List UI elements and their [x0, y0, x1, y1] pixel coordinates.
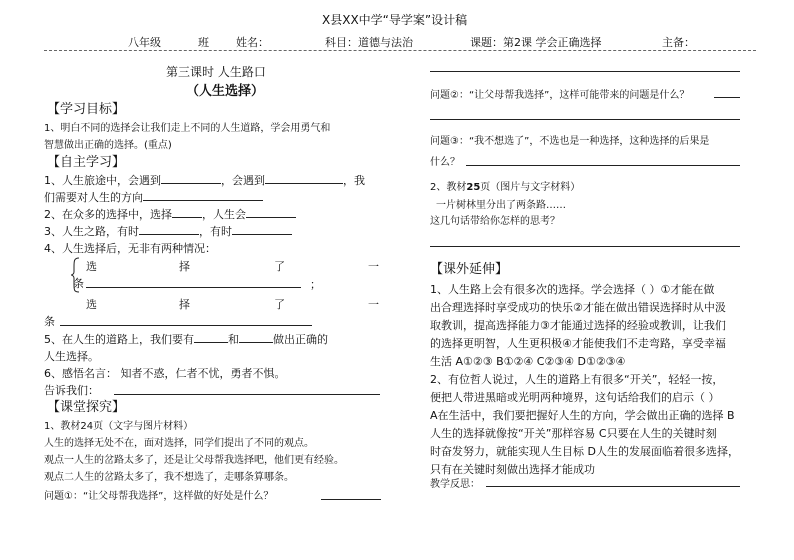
q4-row2-char2: 择 — [179, 298, 190, 311]
ext-q2-line3: A在生活中，我们要把握好人生的方向，学会做出正确的选择 B — [430, 409, 735, 422]
goals-text-1: 1、明白不同的选择会让我们走上不同的人生道路，学会用勇气和 — [44, 123, 331, 134]
self-study-q1-cont: 们需要对人生的方向 — [44, 189, 263, 205]
ext-q1-options: 生活 A①②③ B①②④ C②③④ D①②③④ — [430, 355, 626, 368]
blank-material2[interactable] — [430, 246, 740, 247]
question-1: 问题①：“让父母帮我选择”，这样做的好处是什么？ — [44, 491, 274, 502]
blank-q3-1[interactable] — [139, 223, 199, 235]
self-study-q2: 2、在众多的选择中，选择 ，人生会 — [44, 206, 296, 222]
self-study-q6: 6、感悟名言： 知者不惑，仁者不忧，勇者不惧。 — [44, 367, 286, 380]
blank-question-1[interactable] — [321, 499, 381, 500]
question-3-line2: 什么？ — [430, 157, 460, 168]
grade-label: 八年级 — [128, 36, 161, 49]
self-study-q5: 5、在人生的道路上，我们要有 和 做出正确的 — [44, 333, 328, 346]
lesson-subtitle: （人生选择） — [186, 84, 265, 99]
reflection-line[interactable] — [486, 486, 740, 487]
topic-label: 课题：第2课 学会正确选择 — [470, 36, 602, 49]
extension-heading: 【课外延伸】 — [430, 262, 509, 277]
q4-row2-tail: 条 — [44, 315, 55, 328]
q4-row2-char3: 了 — [274, 298, 285, 311]
q4-row1-char1: 选 — [86, 260, 97, 273]
q4-row1-char4: 一 — [368, 260, 379, 273]
material1-line1: 人生的选择无处不在，面对选择，同学们提出了不同的观点。 — [44, 438, 314, 449]
material2-line2: 这几句话带给你怎样的思考？ — [430, 216, 560, 227]
ext-q1-line4: 的选择更明智，人生更积极④才能使我们不走弯路，享受幸福 — [430, 337, 726, 350]
q4-row2-char1: 选 — [86, 298, 97, 311]
blank-q1-3[interactable] — [143, 189, 263, 201]
ext-q1-line2: 出合理选择时享受成功的快乐②才能在做出错误选择时从中汲 — [430, 301, 726, 314]
q4-row1-char3: 了 — [274, 260, 285, 273]
blank-q5-1[interactable] — [194, 331, 228, 343]
material1-line3: 观点二人生的岔路太多了，我不想选了，走哪条算哪条。 — [44, 472, 294, 483]
header-divider — [44, 50, 756, 51]
ext-q2-line6: 只有在关键时刻做出选择才能成功 — [430, 463, 595, 476]
ext-q2-line4: 人生的选择就像按“开关”那样容易 C只要在人生的关键时刻 — [430, 427, 717, 440]
blank-question-2-b[interactable] — [430, 119, 740, 120]
ext-q1-line1: 1、人生路上会有很多次的选择。学会选择（ ）①才能在做 — [430, 283, 715, 296]
blank-q1-2[interactable] — [265, 172, 343, 184]
goals-text-2: 智慧做出正确的选择。(重点) — [44, 140, 172, 151]
self-study-q5-cont: 人生选择。 — [44, 350, 99, 363]
material2-label: 2、教材25页（图片与文字材料） — [430, 182, 581, 193]
self-study-q3: 3、人生之路，有时 ，有时 — [44, 223, 292, 239]
self-study-q4: 4、人生选择后，无非有两种情况： — [44, 242, 216, 255]
blank-q2-1[interactable] — [172, 206, 202, 218]
blank-q3-2[interactable] — [232, 223, 292, 235]
blank-q5-2[interactable] — [239, 331, 273, 343]
name-label: 姓名： — [236, 36, 269, 49]
blank-q6[interactable] — [114, 394, 380, 395]
material1-line2: 观点一人生的岔路太多了，还是让父母帮我选择吧，他们更有经验。 — [44, 455, 344, 466]
question-3-line1: 问题③：“我不想选了”，不选也是一种选择，这种选择的后果是 — [430, 136, 710, 147]
blank-question-3[interactable] — [466, 165, 740, 166]
answer-line[interactable] — [430, 71, 740, 72]
self-study-q1: 1、人生旅途中，会遇到 ，会遇到 ，我 — [44, 174, 365, 187]
material1-label: 1、教材24页（文字与图片材料） — [44, 421, 194, 432]
ext-q2-line5: 时奋发努力，就能实现人生目标 D人生的发展面临着很多选择， — [430, 445, 739, 458]
ext-q2-line1: 2、有位哲人说过，人生的道路上有很多“开关”，轻轻一按， — [430, 373, 724, 386]
blank-q4-1[interactable] — [86, 287, 301, 288]
blank-q1-1[interactable] — [161, 172, 221, 184]
preparer-label: 主备： — [662, 36, 695, 49]
subject-label: 科目：道德与法治 — [325, 36, 413, 49]
doc-title: X县XX中学“导学案”设计稿 — [322, 13, 468, 27]
blank-q2-2[interactable] — [246, 206, 296, 218]
reflection-label: 教学反思： — [430, 479, 480, 490]
goals-heading: 【学习目标】 — [47, 102, 126, 117]
material2-line1: 一片树林里分出了两条路…… — [436, 200, 566, 211]
q4-semicolon: ； — [310, 278, 321, 291]
blank-question-2-a[interactable] — [714, 97, 740, 98]
ext-q2-line2: 便把人带进黑暗或光明两种境界，这句话给我们的启示（ ） — [430, 391, 720, 404]
lesson-title: 第三课时 人生路口 — [166, 65, 266, 79]
question-2: 问题②：“让父母帮我选择”，这样可能带来的问题是什么？ — [430, 90, 690, 101]
self-study-heading: 【自主学习】 — [47, 155, 126, 170]
q4-row2-char4: 一 — [368, 298, 379, 311]
q4-row1-tail: 条 — [73, 277, 84, 290]
blank-q4-2[interactable] — [60, 325, 312, 326]
class-label: 班 — [198, 36, 209, 49]
q6-tell-label: 告诉我们： — [44, 384, 99, 397]
ext-q1-line3: 取教训，提高选择能力③才能通过选择的经验或教训，让我们 — [430, 319, 726, 332]
q4-row1-char2: 择 — [179, 260, 190, 273]
explore-heading: 【课堂探究】 — [47, 400, 126, 415]
